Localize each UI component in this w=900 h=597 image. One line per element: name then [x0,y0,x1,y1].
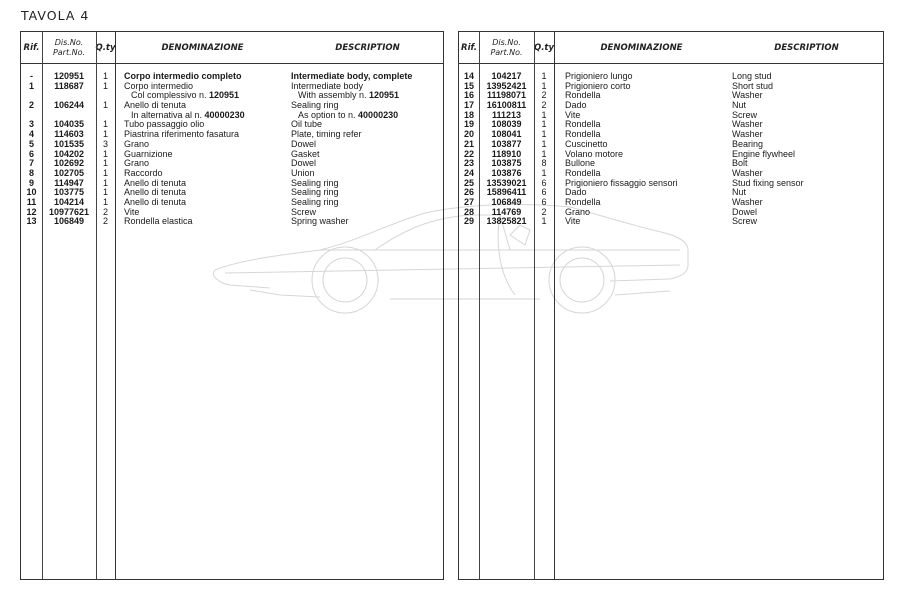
page-title: TAVOLA 4 [21,8,90,23]
cell-denominazione: Raccordo [124,167,163,178]
cell-part-no: 103876 [491,167,522,178]
table-row [21,111,443,121]
cell-part-no: 106849 [53,216,85,227]
table-row [21,169,443,179]
cell-rif: 5 [28,138,34,149]
table-row [459,217,883,227]
cell-denominazione: Prigioniero fissaggio sensori [565,177,678,188]
cell-rif: 17 [463,100,474,111]
cell-qty: 6 [541,187,547,198]
table-row [459,111,883,121]
cell-qty: 2 [541,90,547,101]
cell-part-no: 114769 [491,206,522,217]
cell-qty: 8 [541,158,547,169]
cell-rif: 21 [463,138,474,149]
cell-qty: 1 [102,71,108,81]
cell-part-no: 104202 [53,148,85,159]
table-row [459,188,883,198]
cell-rif: 20 [463,129,474,140]
cell-description: Sealing ring [291,196,339,207]
cell-part-no: 120951 [53,71,85,81]
cell-denominazione: Corpo intermedio completo [124,71,242,81]
cell-part-no: 16100811 [486,100,527,111]
cell-qty: 1 [541,138,547,149]
cell-description: Spring washer [291,216,349,227]
cell-part-no: 103875 [491,158,522,169]
cell-rif: 8 [28,167,34,178]
cell-qty: 6 [541,196,547,207]
cell-description: Oil tube [291,119,323,130]
table-row [21,130,443,140]
cell-part-no: 108041 [491,129,522,140]
cell-description: Nut [732,100,747,111]
table-row [459,120,883,130]
cell-part-no: 103775 [53,187,85,198]
table-row [459,150,883,160]
cell-description: Bearing [732,138,764,149]
cell-denominazione: Rondella [565,119,601,130]
cell-part-no: 13825821 [486,216,527,227]
cell-description: Washer [732,167,763,178]
cell-denominazione: Grano [124,158,150,169]
cell-rif: 19 [463,119,474,130]
cell-denominazione: Rondella [565,196,601,207]
cell-qty: 1 [102,167,108,178]
cell-qty: 1 [102,158,108,169]
note-part-number: 120951 [369,90,400,101]
cell-rif: 18 [463,109,474,120]
cell-rif: 11 [26,196,37,207]
cell-qty: 1 [541,71,547,81]
table-row [21,208,443,218]
cell-qty: 2 [541,206,547,217]
cell-rif: 7 [28,158,34,169]
cell-description: Washer [732,90,763,101]
cell-denominazione: Guarnizione [124,148,173,159]
header-denominazione: DENOMINAZIONE [600,42,683,53]
table-row [459,198,883,208]
cell-description: Dowel [291,138,317,149]
cell-description: Engine flywheel [732,148,796,159]
cell-denominazione: Anello di tenuta [124,196,187,207]
cell-description: Intermediate body, complete [291,71,413,81]
cell-part-no: 13539021 [486,177,527,188]
cell-description: Plate, timing refer [291,129,362,140]
cell-denominazione: Rondella [565,167,601,178]
table-row [459,140,883,150]
cell-part-no: 108039 [491,119,522,130]
cell-description: Sealing ring [291,100,339,111]
cell-rif: 15 [463,80,474,91]
cell-denominazione: Rondella elastica [124,216,193,227]
cell-description: Sealing ring [291,177,339,188]
cell-qty: 1 [102,177,108,188]
cell-rif: 16 [463,90,474,101]
cell-part-no: 15896411 [486,187,527,198]
cell-denominazione: Grano [565,206,591,217]
cell-part-no: 11198071 [486,90,527,101]
cell-qty: 1 [102,100,108,111]
cell-qty: 1 [541,216,547,227]
cell-rif: 3 [28,119,34,130]
table-row [21,159,443,169]
cell-description: Stud fixing sensor [732,177,804,188]
table-header [459,32,883,64]
cell-qty: 1 [102,196,108,207]
table-row [21,217,443,227]
header-part-line1: Dis.No. [492,37,521,47]
table-body-left [21,72,443,227]
header-description: DESCRIPTION [335,42,400,53]
header-qty: Q.ty [95,42,116,53]
cell-part-no: 101535 [53,138,85,149]
note-part-number: 40000230 [204,109,245,120]
cell-rif: 26 [463,187,474,198]
cell-rif: - [30,71,33,81]
cell-denominazione: Corpo intermedio [124,80,194,91]
cell-denominazione: Piastrina riferimento fasatura [124,129,240,140]
table-row [21,91,443,101]
cell-part-no: 102705 [53,167,85,178]
cell-description: Gasket [291,148,320,159]
cell-description: Washer [732,129,763,140]
cell-qty: 1 [541,129,547,140]
cell-description: Screw [291,206,317,217]
cell-description: Sealing ring [291,187,339,198]
cell-qty: 1 [102,148,108,159]
parts-table-right [458,31,884,580]
parts-table-left [20,31,444,580]
cell-denominazione: Rondella [565,129,601,140]
cell-rif: 13 [26,216,37,227]
table-row [21,150,443,160]
header-part-line1: Dis.No. [54,37,84,47]
cell-denominazione: Cuscinetto [565,138,608,149]
header-part-line2: Part.No. [490,47,523,57]
cell-rif: 12 [26,206,37,217]
cell-qty: 1 [541,148,547,159]
header-qty: Q.ty [533,42,555,53]
cell-part-no: 114947 [54,177,84,188]
cell-rif: 25 [463,177,474,188]
cell-description: Long stud [732,71,772,81]
cell-part-no: 10977621 [48,206,90,217]
note-text: As option to n. [298,109,359,120]
cell-description: Bolt [732,158,748,169]
cell-denominazione: Anello di tenuta [124,187,187,198]
cell-qty: 2 [102,206,108,217]
note-part-number: 120951 [209,90,240,101]
cell-rif: 27 [463,196,474,207]
cell-denominazione: Vite [565,109,581,120]
header-part-no [42,32,96,63]
note-part-number: 40000230 [358,109,399,120]
header-part-line2: Part.No. [52,47,86,57]
cell-qty: 1 [541,119,547,130]
table-row [459,101,883,111]
cell-qty: 2 [541,100,547,111]
cell-part-no: 103877 [491,138,522,149]
cell-denominazione: Prigioniero corto [565,80,631,91]
cell-qty: 3 [102,138,108,149]
cell-rif: 6 [28,148,34,159]
cell-rif: 14 [463,71,474,81]
cell-denominazione: Prigioniero lungo [565,71,633,81]
cell-part-no: 106849 [491,196,522,207]
cell-qty: 1 [541,109,547,120]
cell-part-no: 13952421 [486,80,527,91]
cell-rif: 1 [28,80,34,91]
cell-rif: 2 [28,100,34,111]
cell-rif: 23 [463,158,474,169]
cell-part-no: 114603 [54,129,84,140]
cell-description: Screw [732,109,758,120]
cell-denominazione: Grano [124,138,150,149]
cell-denominazione: Tubo passaggio olio [124,119,205,130]
cell-description: Washer [732,196,763,207]
table-row [21,72,443,82]
cell-description: Dowel [291,158,317,169]
cell-qty: 1 [541,80,547,91]
cell-denominazione: Anello di tenuta [124,100,187,111]
header-description: DESCRIPTION [774,42,839,53]
table-row [21,140,443,150]
header-rif: Rif. [23,42,40,53]
cell-part-no: 118687 [54,80,84,91]
cell-description: Washer [732,119,763,130]
cell-rif: 10 [26,187,37,198]
cell-denominazione: Vite [124,206,140,217]
table-row [21,179,443,189]
cell-denominazione: Anello di tenuta [124,177,187,188]
cell-description: Dowel [732,206,758,217]
cell-denominazione: Volano motore [565,148,624,159]
cell-denominazione: Dado [565,100,587,111]
cell-rif: 28 [463,206,474,217]
header-rif: Rif. [461,42,477,53]
cell-rif: 9 [28,177,34,188]
cell-qty: 1 [102,80,108,91]
cell-part-no: 104214 [53,196,85,207]
header-part-no [479,32,534,63]
cell-description: Screw [732,216,758,227]
cell-part-no: 106244 [53,100,85,111]
table-body-right [459,72,883,227]
cell-rif: 29 [463,216,474,227]
cell-description: Intermediate body [291,80,364,91]
cell-part-no: 102692 [53,158,85,169]
cell-qty: 1 [541,167,547,178]
cell-rif: 4 [28,129,34,140]
cell-denominazione: Rondella [565,90,601,101]
table-row [21,188,443,198]
cell-qty: 6 [541,177,547,188]
cell-denominazione: Dado [565,187,587,198]
cell-description: Nut [732,187,747,198]
cell-denominazione: Bullone [565,158,596,169]
note-text: Col complessivo n. [131,90,210,101]
note-text: With assembly n. [298,90,370,101]
cell-rif: 22 [463,148,474,159]
cell-part-no: 104217 [491,71,522,81]
table-row [459,130,883,140]
cell-part-no: 104035 [53,119,85,130]
cell-qty: 1 [102,129,108,140]
cell-qty: 1 [102,119,108,130]
cell-part-no: 111213 [491,109,522,120]
table-header [21,32,443,64]
cell-qty: 2 [102,216,108,227]
cell-denominazione: Vite [565,216,581,227]
cell-rif: 24 [463,167,474,178]
cell-description: Short stud [732,80,774,91]
cell-description: Union [291,167,315,178]
header-denominazione: DENOMINAZIONE [161,42,244,53]
table-row [459,159,883,169]
cell-qty: 1 [102,187,108,198]
cell-part-no: 118910 [491,148,522,159]
note-text: In alternativa al n. [131,109,205,120]
